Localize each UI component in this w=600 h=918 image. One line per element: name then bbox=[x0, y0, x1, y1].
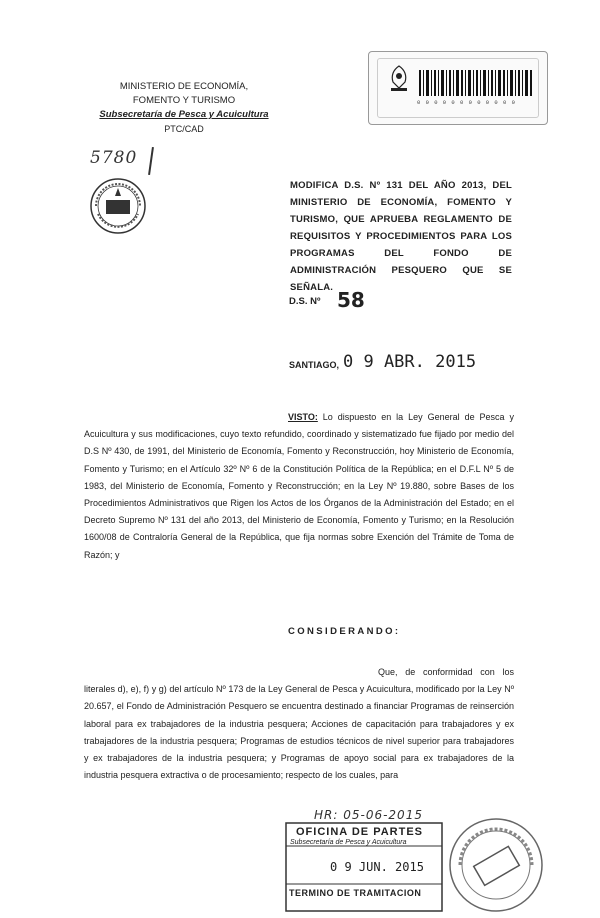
considerando-heading: CONSIDERANDO: bbox=[288, 626, 401, 637]
handwritten-number: 5780 bbox=[90, 148, 138, 168]
round-seal-icon bbox=[446, 815, 546, 915]
ministry-line-1: MINISTERIO DE ECONOMÍA, bbox=[119, 81, 249, 92]
stamp-title: OFICINA DE PARTES bbox=[296, 826, 424, 838]
handwritten-stroke bbox=[148, 147, 154, 175]
registry-barcode-label bbox=[368, 51, 548, 125]
decree-number: 58 bbox=[337, 288, 365, 312]
stamp-footer: TERMINO DE TRAMITACION bbox=[289, 888, 422, 898]
stamp-handwritten-date: HR: 05-06-2015 bbox=[314, 808, 423, 822]
ministry-header bbox=[84, 80, 284, 136]
barcode-icon bbox=[419, 70, 533, 96]
government-crest-icon bbox=[387, 64, 411, 92]
subsecretaria-line: Subsecretaría de Pesca y Acuicultura bbox=[99, 109, 269, 120]
visto-label: VISTO: bbox=[288, 412, 318, 422]
barcode-number: 0 0 0 0 0 0 0 0 0 0 0 0 bbox=[417, 99, 516, 106]
visto-text: Lo dispuesto en la Ley General de Pesca y Acuicultura y sus modificaciones, cuyo texto refundido, coordinado y sistematizado fue fijado por medio del D.S Nº 430, de 1991, del Ministerio de Economía, Fomento y Reconstrucción, hoy Ministerio de Economía, Fomento y Turismo; en el Artículo 32º Nº 6 de la Constitución Política de la República; en el D.F.L Nº 5 de 1983, del Ministerio de Economía, Fomento y Reconstrucción; en la Ley Nº 19.880, sobre Bases de los Procedimientos Administrativos que Rigen los Actos de los Órganos de la Administración del Estado; en el Decreto Supremo Nº 131 del año 2013, del Ministerio de Economía, Fomento y Turismo; en la Resolución 1600/08 de Contraloría General de la República, que fija normas sobre Exención del Trámite de Toma de Razón; y bbox=[84, 412, 514, 560]
stamp-date: 0 9 JUN. 2015 bbox=[330, 860, 424, 874]
legal-division-seal-icon bbox=[88, 176, 148, 236]
ministry-line-2: FOMENTO Y TURISMO bbox=[132, 95, 236, 106]
decree-label: D.S. Nº bbox=[289, 296, 321, 307]
reference-initials: PTC/CAD bbox=[164, 124, 204, 134]
decree-date-stamp: 0 9 ABR. 2015 bbox=[343, 352, 477, 372]
decree-title: MODIFICA D.S. Nº 131 DEL AÑO 2013, DEL MINISTERIO DE ECONOMÍA, FOMENTO Y TURISMO, QUE APRUEBA REGLAMENTO DE REQUISITOS Y PROCEDIMIENTOS PARA LOS PROGRAMAS DEL FONDO DE ADMINISTRACIÓN PESQUERO QUE SE SEÑALA. bbox=[290, 180, 512, 293]
visto-paragraph bbox=[84, 409, 514, 564]
considerando-paragraph: Que, de conformidad con los literales d), e), f) y g) del artículo Nº 173 de la Ley General de Pesca y Acuicultura, modificado por la Ley Nº 20.657, el Fondo de Administración Pesquero se encuentra destinado a financiar Programas de reinserción laboral para ex trabajadores de la industria pesquera; Acciones de capacitación para trabajadores y ex trabajadores de la industria pesquera; Programas de estudios técnicos de nivel superior para trabajadores y ex trabajadores de la industria pesquera; y Programas de apoyo social para ex trabajadores de la industria pesquera extractiva o de procesamiento; respecto de los cuales, para bbox=[84, 667, 514, 781]
place-label: SANTIAGO, bbox=[289, 360, 340, 370]
stamp-subtitle: Subsecretaría de Pesca y Acuicultura bbox=[290, 839, 407, 846]
